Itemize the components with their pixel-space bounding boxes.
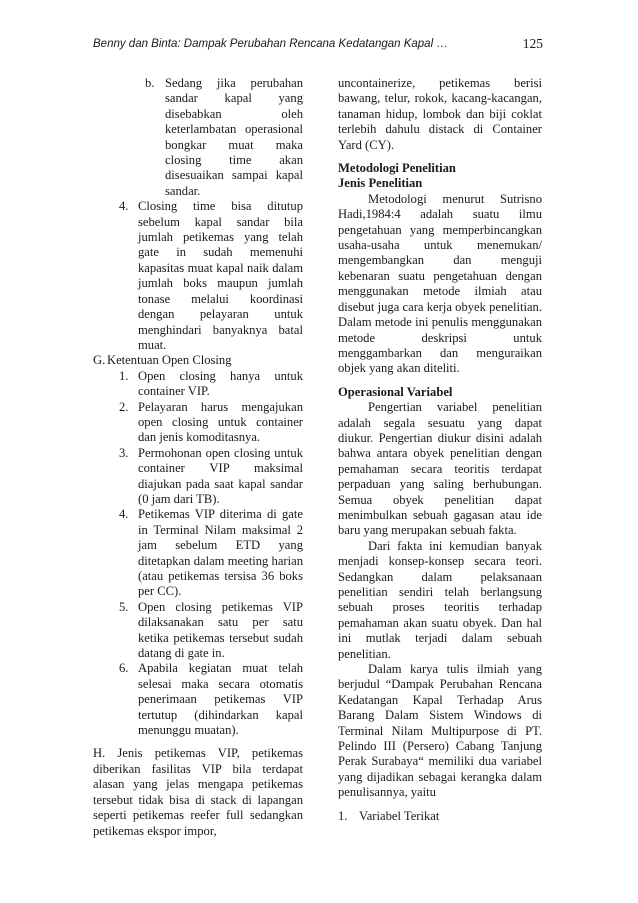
spacer [93, 738, 303, 746]
spacer [338, 153, 542, 161]
list-label: 4. [119, 199, 129, 214]
list-label: 6. [119, 661, 129, 676]
list-text: Open closing hanya untuk container VIP. [138, 368, 303, 399]
section-g-heading [93, 353, 303, 368]
paragraph-karya: Dalam karya tulis ilmiah yang berjudul “Dampak Perubahan Rencana Kedatangan Kapal Terhadap Arus Barang Dalam Sistem Windows di Terminal Nilam Multipurpose di PT. Pelindo III (Persero) Cabang Tanjung Perak Surabaya“ memiliki dua variabel yang dijadikan sebagai kerangka dalam penulisannya, yaitu [338, 662, 542, 800]
list-text: Pelayaran harus mengajukan open closing untuk container dan jenis komoditasnya. [138, 399, 303, 445]
list-text: Variabel Terikat [359, 808, 440, 823]
g-list-item-5 [93, 600, 303, 662]
list-text: Apabila kegiatan muat telah selesai maka secara otomatis penerimaan petikemas VIP tertutup (dihindarkan kapal menunggu muatan). [138, 661, 303, 738]
heading-metodologi: Metodologi Penelitian [338, 161, 456, 176]
right-column [338, 76, 542, 824]
g-list-item-3 [93, 446, 303, 508]
section-h-paragraph: H. Jenis petikemas VIP, petikemas diberikan fasilitas VIP bila terdapat alasan yang jelas mengapa petikemas tersebut tidak bisa di stack di lapangan seperti petikemas reefer full sedangkan petikemas ekspor impor, [93, 746, 303, 838]
paragraph-fakta: Dari fakta ini kemudian banyak menjadi konsep-konsep secara teori. Sedangkan dalam pelaksanaan penelitian sendiri telah berlangsung sebuah proses teoritis terhadap pemahaman akan suatu obyek. Dan hal ini mutlak terjadi dalam sebuah penelitian. [338, 538, 542, 661]
paragraph-metodologi: Metodologi menurut Sutrisno Hadi,1984:4 adalah suatu ilmu pengetahuan yang memperbincangkan usaha-usaha untuk menemukan/ mengembangkan dan menguji kebenaran suatu pengetahuan dengan menggunakan metode ilmiah atau disebut juga cara kerja obyek penelitian. Dalam metode ini penulis menggunakan metode deskripsi untuk menggambarkan dan menguraikan objek yang akan diteliti. [338, 191, 542, 376]
list-item-4 [93, 199, 303, 353]
list-label: 4. [119, 507, 129, 522]
g-list-item-2 [93, 400, 303, 446]
spacer [338, 377, 542, 385]
g-list-item-4 [93, 507, 303, 599]
list-text: Closing time bisa ditutup sebelum kapal sandar bila jumlah petikemas yang telah gate in sudah memenuhi kapasitas muat kapal naik dalam jumlah boks maupun jumlah tonase melalui koordinasi dengan pelayaran untuk menghindari banyaknya batal muat. [138, 199, 303, 352]
list-label: 2. [119, 399, 129, 414]
list-text: Permohonan open closing untuk container VIP maksimal diajukan pada saat kapal sandar (0 jam dari TB). [138, 445, 303, 506]
heading-operasional-variabel: Operasional Variabel [338, 384, 453, 399]
list-text: Open closing petikemas VIP dilaksanakan satu per satu ketika petikemas tersebut sudah datang di gate in. [138, 599, 303, 661]
spacer [338, 801, 542, 809]
page-number: 125 [522, 36, 543, 51]
section-label: G. [93, 353, 106, 368]
g-list-item-6 [93, 661, 303, 738]
list-label: 3. [119, 445, 129, 460]
list-label: b. [145, 76, 155, 90]
heading-jenis-penelitian: Jenis Penelitian [338, 176, 423, 191]
continuation-paragraph: uncontainerize, petikemas berisi bawang, telur, rokok, kacang-kacangan, tanaman hidup, lombok dan biji coklat terlebih dahulu distack di Container Yard (CY). [338, 76, 542, 152]
g-list-item-1 [93, 369, 303, 400]
variable-list-item-1 [338, 809, 542, 824]
page-header [93, 38, 543, 56]
list-label: 1. [119, 368, 129, 383]
list-label: 5. [119, 599, 129, 614]
paragraph-pengertian: Pengertian variabel penelitian adalah segala sesuatu yang dapat diukur. Pengertian diukur disini adalah bahwa antara obyek penelitian dengan pemahaman secara teoritis terdapat perpaduan yang saling berhubungan. Semua obyek penelitian dapat menimbulkan sebuah gagasan atau ide baru yang merupakan sebuah fakta. [338, 400, 542, 538]
list-text: Petikemas VIP diterima di gate in Terminal Nilam maksimal 2 jam sebelum ETD yang ditetapkan dalam meeting harian (atau petikemas tersisa 36 boks per CC). [138, 507, 303, 599]
section-title: Ketentuan Open Closing [107, 353, 232, 368]
left-column [93, 76, 303, 839]
running-title: Benny dan Binta: Dampak Perubahan Rencana Kedatangan Kapal … [93, 38, 448, 50]
list-text: Sedang jika perubahan sandar kapal yang disebabkan oleh keterlambatan operasional bongkar muat maka closing time akan disesuaikan sampai kapal sandar. [165, 76, 303, 198]
list-label: 1. [338, 808, 348, 823]
list-item-b [93, 76, 303, 199]
